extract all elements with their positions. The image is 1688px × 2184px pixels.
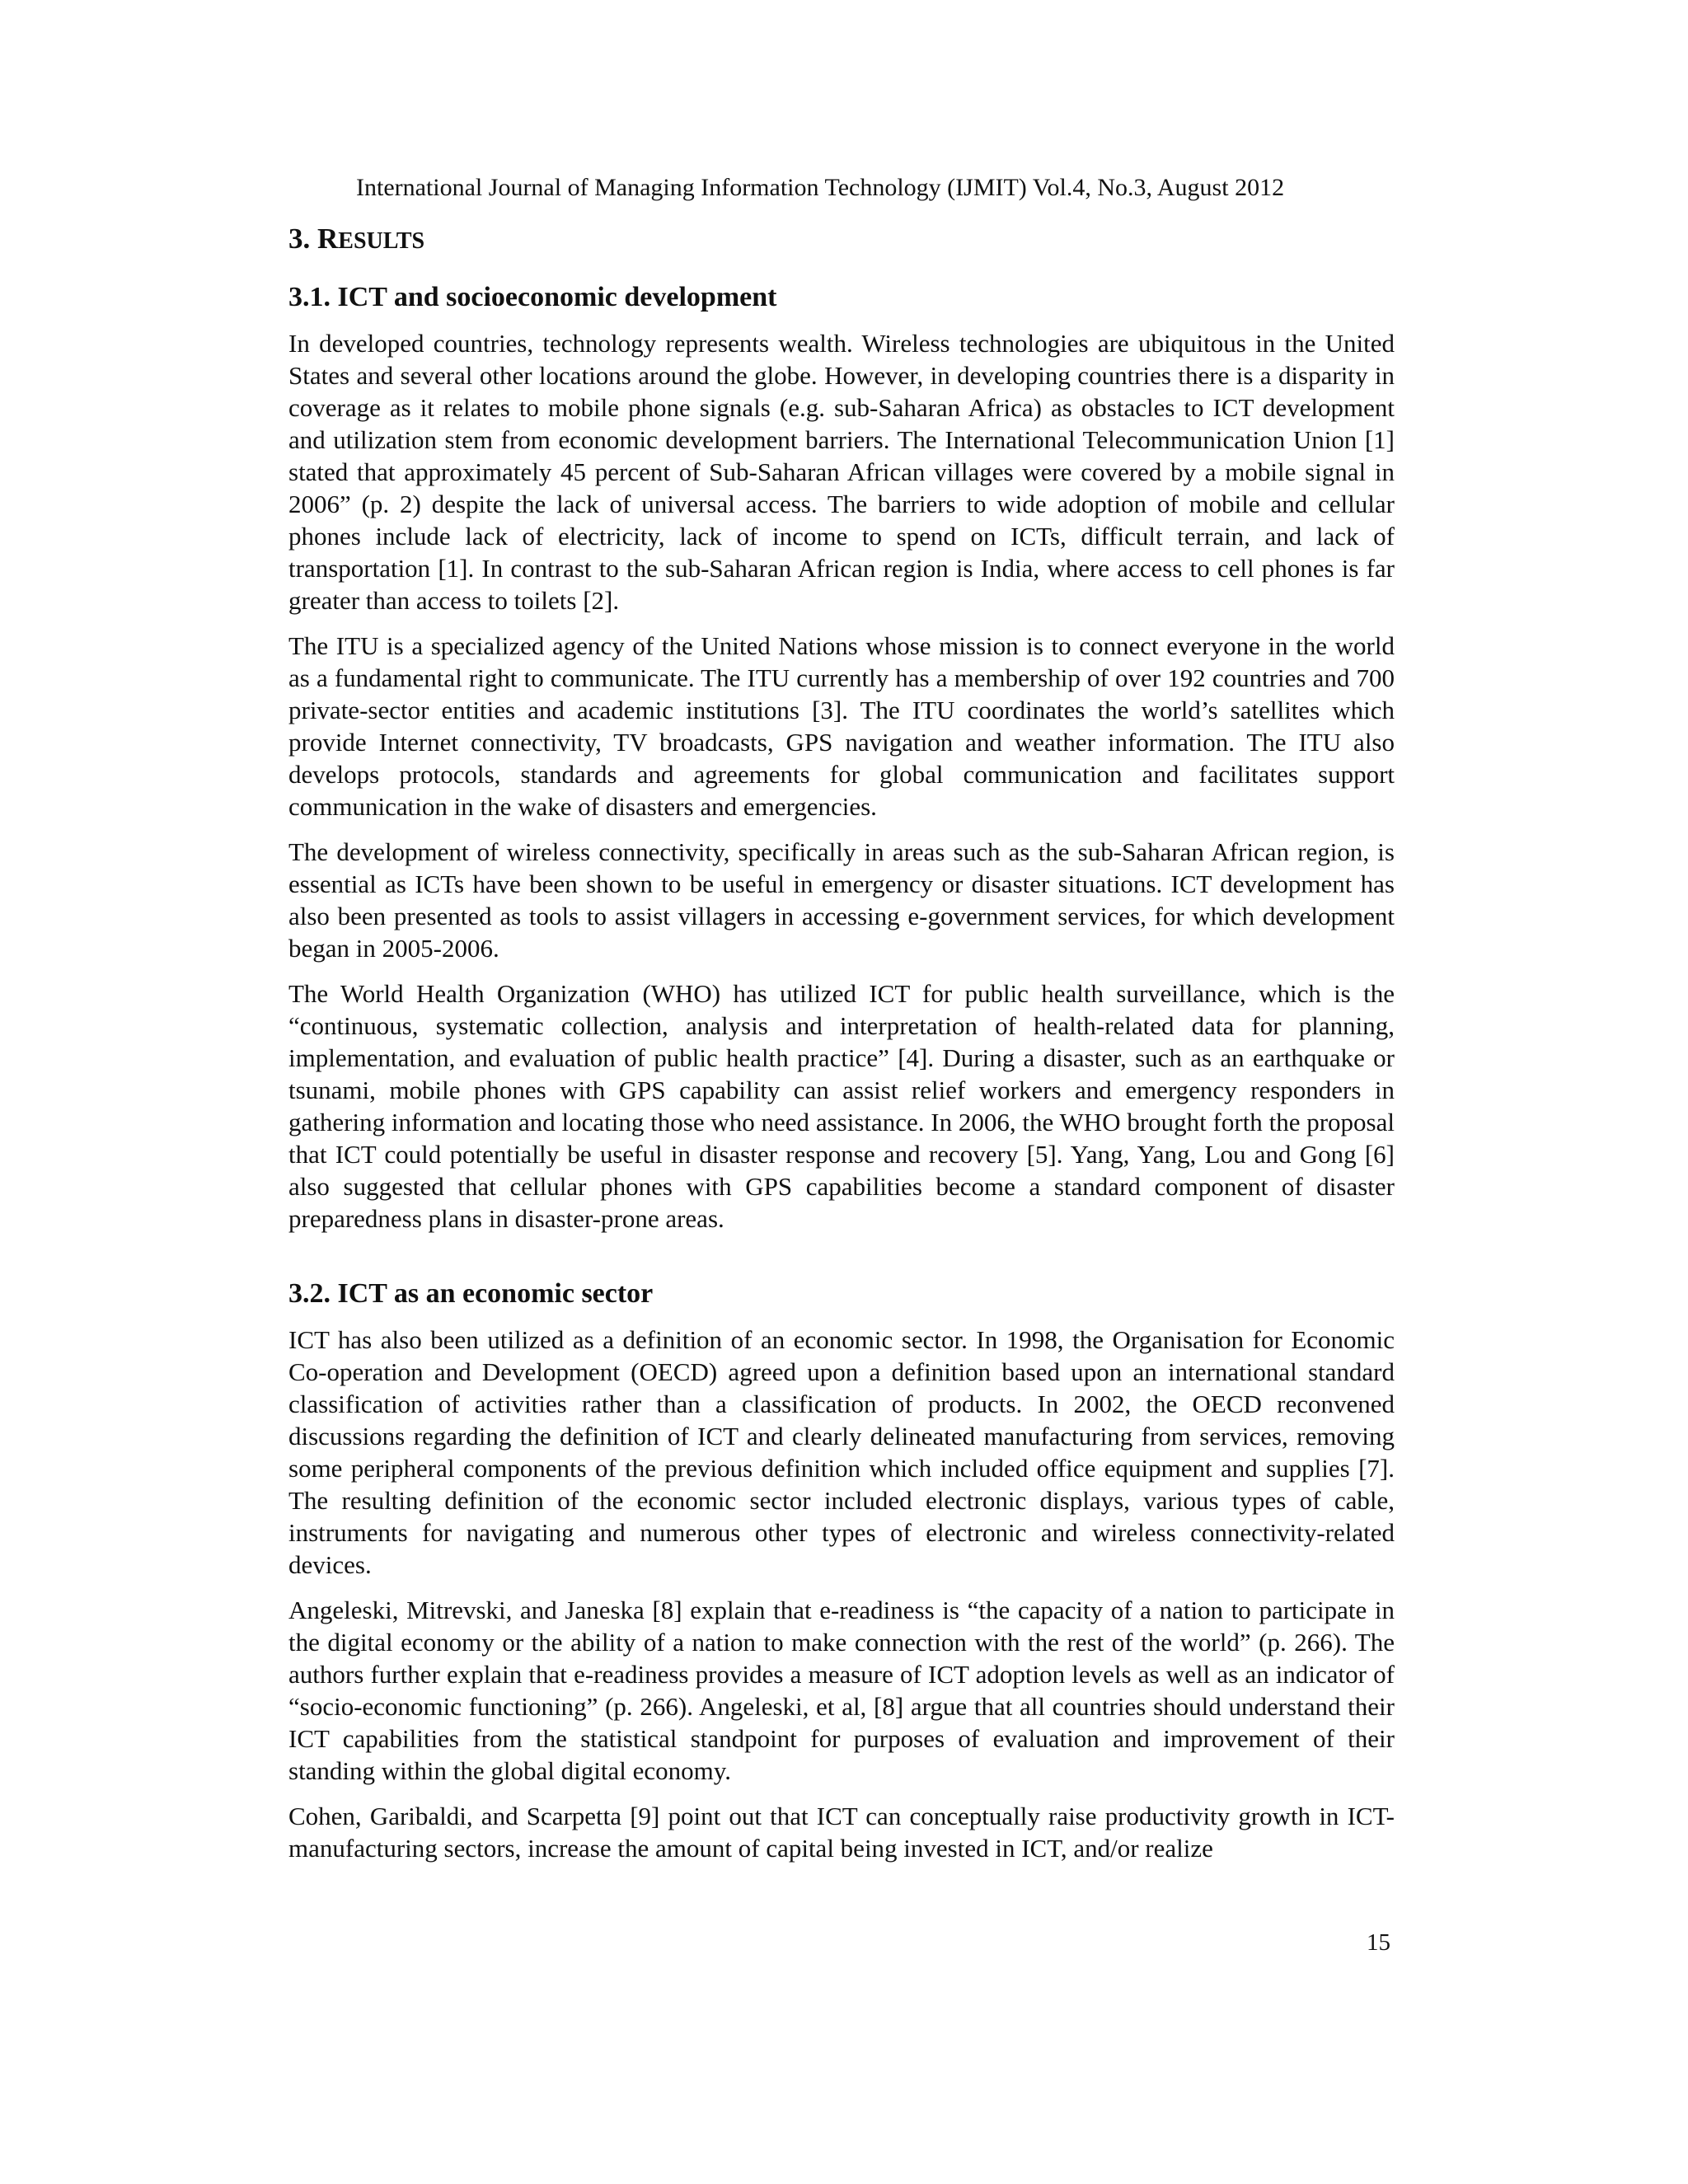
paragraph: Cohen, Garibaldi, and Scarpetta [9] point out that ICT can conceptually raise productivity growth in ICT-manufacturing sectors, increase the amount of capital being invested in ICT, and/or realize [288, 1802, 1395, 1863]
subsection-title-3-1: 3.1. ICT and socioeconomic development [288, 282, 777, 312]
paragraph: The ITU is a specialized agency of the United Nations whose mission is to connect everyone in the world as a fundamental right to communicate. The ITU currently has a membership of over 192 countries and 700 private-sector entities and academic institutions [3]. The ITU coordinates the world’s satellites which provide Internet connectivity, TV broadcasts, GPS navigation and weather information. The ITU also develops protocols, standards and agreements for global communication and facilitates support communication in the wake of disasters and emergencies. [288, 631, 1395, 821]
running-header: International Journal of Managing Information Technology (IJMIT) Vol.4, No.3, August 2012 [356, 174, 1285, 201]
section-number: 3. [288, 223, 317, 255]
section-title-rest: ESULTS [338, 228, 425, 254]
section-title-initial: R [317, 223, 339, 255]
paragraph: The World Health Organization (WHO) has utilized ICT for public health surveillance, which is the “continuous, systematic collection, analysis and interpretation of health-related data for planning, implementation, and evaluation of public health practice” [4]. During a disaster, such as an earthquake or tsunami, mobile phones with GPS capability can assist relief workers and emergency responders in gathering information and locating those who need assistance. In 2006, the WHO brought forth the proposal that ICT could potentially be useful in disaster response and recovery [5]. Yang, Yang, Lou and Gong [6] also suggested that cellular phones with GPS capabilities become a standard component of disaster preparedness plans in disaster-prone areas. [288, 979, 1395, 1233]
paragraph: Angeleski, Mitrevski, and Janeska [8] explain that e-readiness is “the capacity of a nation to participate in the digital economy or the ability of a nation to make connection with the rest of the world” (p. 266). The authors further explain that e-readiness provides a measure of ICT adoption levels as well as an indicator of “socio-economic functioning” (p. 266). Angeleski, et al, [8] argue that all countries should understand their ICT capabilities from the statistical standpoint for purposes of evaluation and improvement of their standing within the global digital economy. [288, 1596, 1395, 1785]
page-content [288, 216, 1395, 1877]
page-number: 15 [1367, 1929, 1390, 1956]
subsection-title-3-2: 3.2. ICT as an economic sector [288, 1278, 654, 1309]
paragraph: The development of wireless connectivity, specifically in areas such as the sub-Saharan African region, is essential as ICTs have been shown to be useful in emergency or disaster situations. ICT development has also been presented as tools to assist villagers in accessing e-government services, for which development began in 2005-2006. [288, 837, 1395, 963]
paragraph: In developed countries, technology represents wealth. Wireless technologies are ubiquitous in the United States and several other locations around the globe. However, in developing countries there is a disparity in coverage as it relates to mobile phone signals (e.g. sub-Saharan Africa) as obstacles to ICT development and utilization stem from economic development barriers. The International Telecommunication Union [1] stated that approximately 45 percent of Sub-Saharan African villages were covered by a mobile signal in 2006” (p. 2) despite the lack of universal access. The barriers to wide adoption of mobile and cellular phones include lack of electricity, lack of income to spend on ICTs, difficult terrain, and lack of transportation [1]. In contrast to the sub-Saharan African region is India, where access to cell phones is far greater than access to toilets [2]. [288, 329, 1395, 615]
paragraph: ICT has also been utilized as a definition of an economic sector. In 1998, the Organisation for Economic Co-operation and Development (OECD) agreed upon a definition based upon an international standard classification of activities rather than a classification of products. In 2002, the OECD reconvened discussions regarding the definition of ICT and clearly delineated manufacturing from services, removing some peripheral components of the previous definition which included office equipment and supplies [7]. The resulting definition of the economic sector included electronic displays, various types of cable, instruments for navigating and numerous other types of electronic and wireless connectivity-related devices. [288, 1325, 1395, 1579]
section-title-results [288, 216, 1395, 265]
